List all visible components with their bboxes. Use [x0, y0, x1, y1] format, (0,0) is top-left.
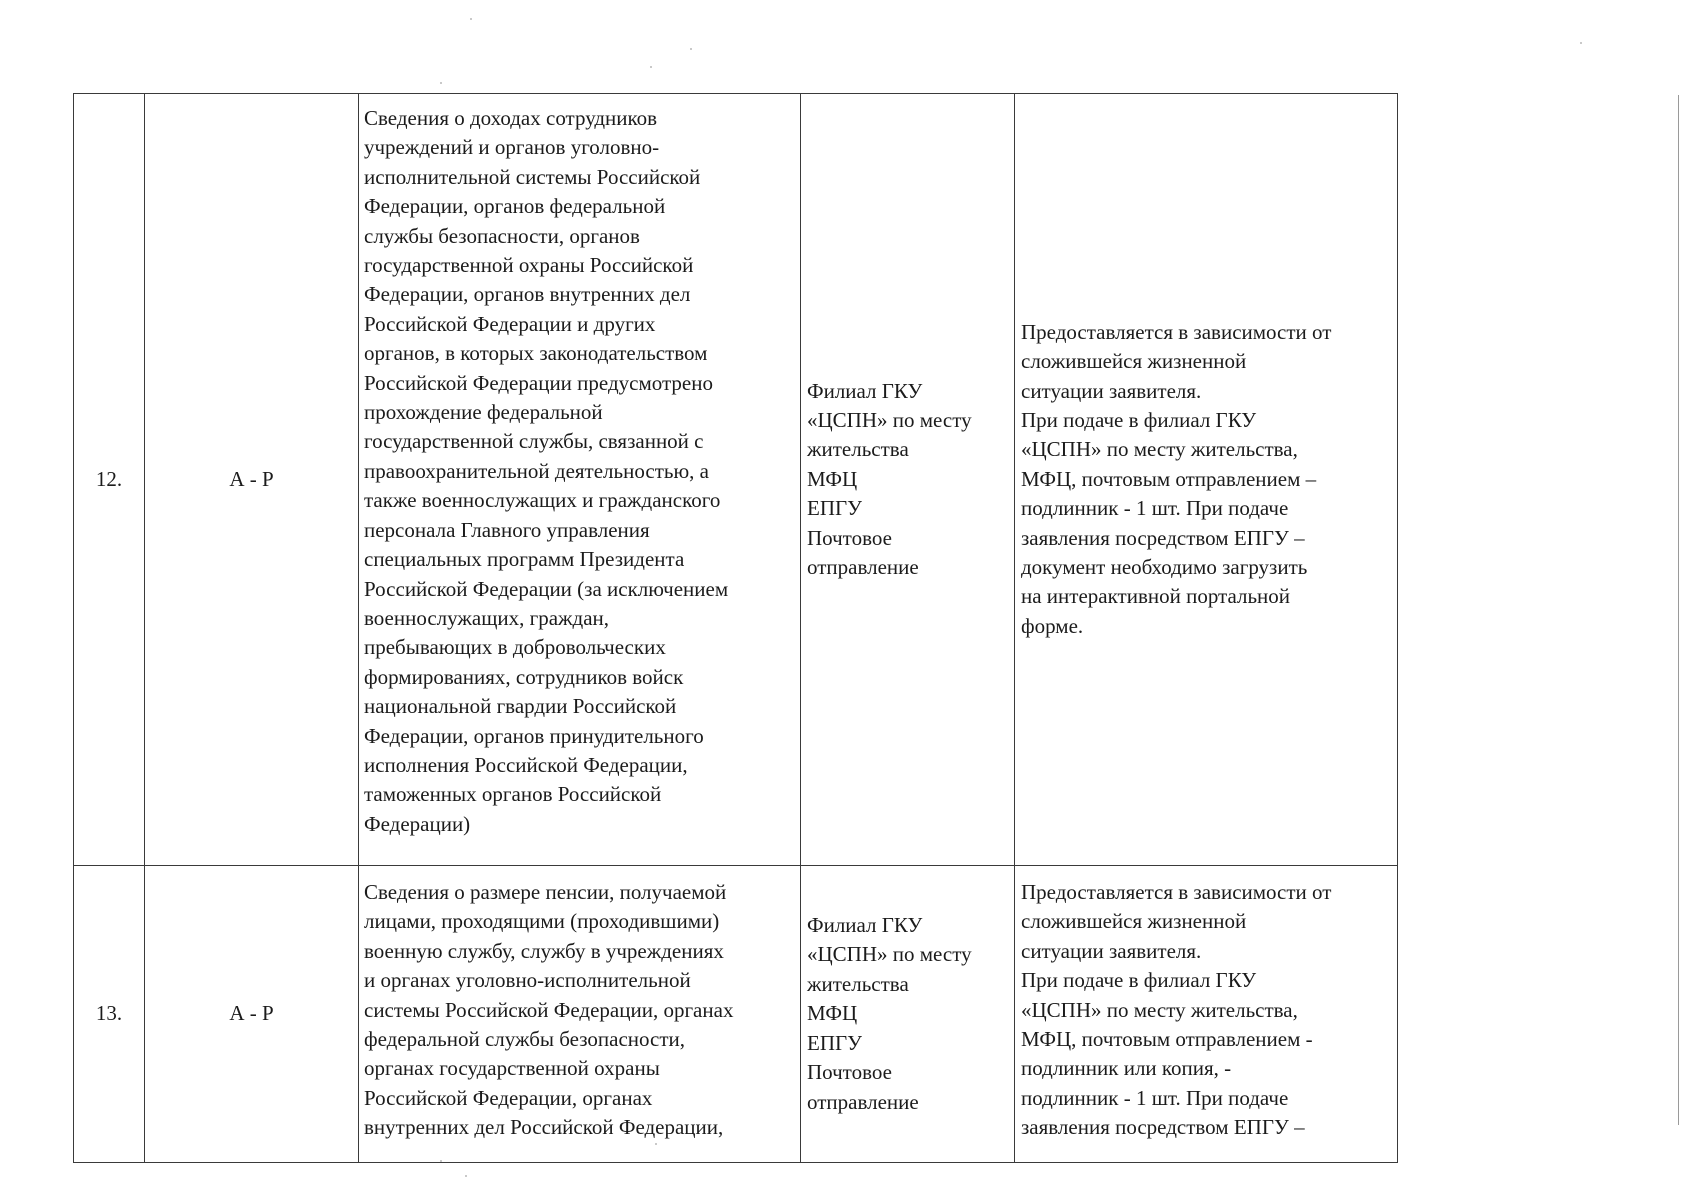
- scan-speck: [690, 48, 692, 50]
- row-code: А - Р: [145, 94, 359, 866]
- row-code: А - Р: [145, 866, 359, 1163]
- table-row: [74, 866, 1398, 1163]
- submission-places-text: Филиал ГКУ «ЦСПН» по месту жительства МФЦ ЕПГУ Почтовое отправление: [807, 913, 972, 1114]
- scan-speck: [440, 82, 442, 84]
- scan-speck: [1580, 42, 1582, 44]
- scan-speck: [465, 1175, 467, 1177]
- submission-places: [801, 866, 1015, 1163]
- row-number: 13.: [74, 866, 145, 1163]
- scan-edge-line: [1678, 95, 1679, 1125]
- submission-note: [1015, 866, 1398, 1163]
- table-row: [74, 94, 1398, 866]
- document-description: [359, 866, 801, 1163]
- submission-note-text: Предоставляется в зависимости от сложившейся жизненной ситуации заявителя. При подаче в филиал ГКУ «ЦСПН» по месту жительства, МФЦ, почтовым отправлением – подлинник - 1 шт. При подаче заявления посредством ЕПГУ – документ необходимо загрузить на интерактивной портальной форме.: [1021, 319, 1332, 638]
- submission-places-text: Филиал ГКУ «ЦСПН» по месту жительства МФЦ ЕПГУ Почтовое отправление: [807, 378, 972, 580]
- scan-speck: [650, 66, 652, 68]
- description-text: Сведения о размере пенсии, получаемой лицами, проходящими (проходившими) военную службу, службу в учреждениях и органах уголовно-исполнительной системы Российской Федерации, органах федеральной службы безопасности, органах государственной охраны Российской Федерации, органах внутренних дел Российской Федерации,: [364, 880, 734, 1140]
- submission-note: [1015, 94, 1398, 866]
- row-number: 12.: [74, 94, 145, 866]
- documents-table: [73, 93, 1398, 1163]
- document-description: [359, 94, 801, 866]
- description-text: Сведения о доходах сотрудников учреждений и органов уголовно- исполнительной системы Российской Федерации, органов федеральной службы безопасности, органов государственной охраны Российской Федерации, органов внутренних дел Российской Федерации и других органов, в которых законодательством Российской Федерации предусмотрено прохождение федеральной государственной службы, связанной с правоохранительной деятельностью, а также военнослужащих и гражданского персонала Главного управления специальных программ Президента Российской Федерации (за исключением военнослужащих, граждан, пребывающих в добровольческих формированиях, сотрудников войск национальной гвардии Российской Федерации, органов принудительного исполнения Российской Федерации, таможенных органов Российской Федерации): [364, 106, 729, 836]
- submission-places: [801, 94, 1015, 866]
- scan-speck: [470, 18, 472, 20]
- submission-note-text: Предоставляется в зависимости от сложившейся жизненной ситуации заявителя. При подаче в филиал ГКУ «ЦСПН» по месту жительства, МФЦ, почтовым отправлением - подлинник или копия, - подлинник - 1 шт. При подаче заявления посредством ЕПГУ –: [1021, 880, 1332, 1140]
